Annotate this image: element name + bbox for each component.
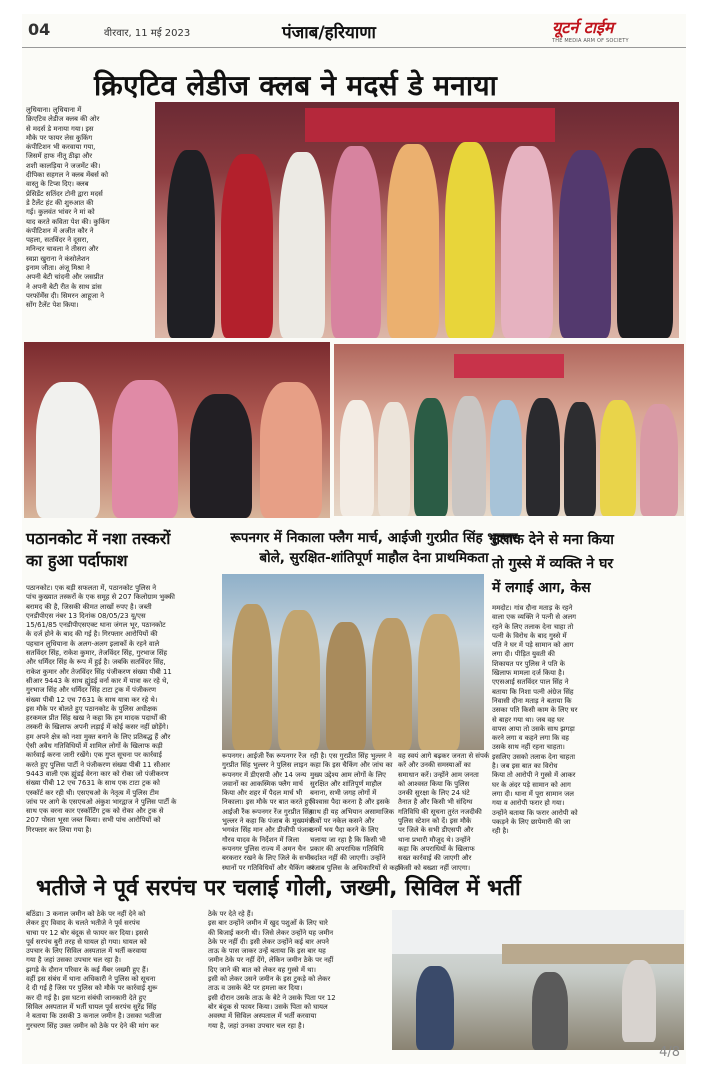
body-line: घर के अंदर पड़े सामान को आग — [492, 780, 571, 789]
body-line: इसी को लेकर उसने जमीन के इस टुकड़े को लेकर — [208, 975, 331, 984]
body-line: कर दी गई है। इस घटना संबंधी जानकारी देते हुए — [26, 993, 147, 1002]
body-line: रही है। — [492, 827, 509, 836]
body-line: 15/61/85 एनडीपीएसएक्ट थाना जंगल भूर, पठानकोट — [26, 621, 166, 630]
body-line: बोर बंदूक से फायर किया। उसके पिता को घायल — [208, 1002, 328, 1011]
body-line: सोंग टैलेंट पेश किया। — [26, 301, 79, 310]
body-line: लेकर हुए विवाद के चलते भतीजे ने पूर्व सरपंच — [26, 919, 140, 928]
body-line: इसलिए उसको तलाक देना चाहता — [492, 752, 576, 761]
story1-headline: क्रिएटिव लेडीज क्लब ने मदर्स डे मनाया — [94, 69, 498, 102]
body-line: इनाम जीता। अंजू मिश्रा ने — [26, 264, 90, 273]
body-line: कंपीटिशन में अजीत कौर ने — [26, 226, 94, 235]
body-line: गतिविधि की सूचना तुरंत नजदीकी — [398, 807, 482, 816]
issue-date: वीरवार, 11 मई 2023 — [104, 28, 191, 39]
story4-headline-line2: तो गुस्से में व्यक्ति ने घर — [492, 556, 614, 572]
body-line: कंपीटिशन भी करवाया गया, — [26, 143, 96, 152]
body-line: अवस्था में सिविल अस्पताल में भर्ती करवाया — [208, 1012, 317, 1021]
story4-headline-line1: तलाक देने से मना किया — [492, 532, 614, 548]
body-line: करें और उनकी समस्याओं का — [398, 761, 471, 770]
story4-headline-line3: में लगाई आग, केस — [492, 580, 591, 596]
body-line: साथ ही यह अभियान असामाजिक — [310, 807, 395, 816]
body-line: कार्रवाई करना जारी रखेंगे। एक गुप्त सूचना पर कार्रवाई — [26, 751, 162, 760]
body-line: हरकमल प्रीत सिंह खख ने कहा कि हम मादक पदार्थों की — [26, 714, 167, 723]
story3-headline — [224, 528, 524, 568]
body-line: बरामद की है, जिसकी कीमत लाखों रुपए है। जब्ती — [26, 602, 152, 611]
body-line: क्रिएटिव लेडीज क्लब की ओर — [26, 115, 100, 124]
body-line: रूपनगर पुलिस राज्य में अमन चैन — [222, 844, 306, 853]
body-line: गया है जहां उसका उपचार चल रहा है। — [26, 956, 121, 965]
body-line: चलाया जा रहा है कि किसी भी — [310, 835, 386, 844]
body-line: बठिंडा। 3 कनाल जमीन को ठेके पर नहीं देने को — [26, 910, 146, 918]
body-line: जमीन ठेके पर नहीं देंगे, लेकिन जमीन ठेके पर नहीं — [208, 956, 334, 965]
body-line: खिलाफ मामला दर्ज किया है। — [492, 669, 565, 678]
brand-logo-text: यूटर्न टाईम — [552, 18, 614, 37]
body-line: सुरक्षित और शांतिपूर्ण माहौल — [310, 779, 382, 788]
brand-tagline: THE MEDIA ARM OF SOCIETY — [552, 38, 629, 44]
body-line: याद करते कविता पेश की। कुकिंग — [26, 217, 110, 226]
body-line: पर जिले के सभी डीएसपी और — [398, 826, 474, 835]
body-line: पत्नी के विरोध के बाद गुस्से में — [492, 631, 567, 640]
body-line: और धर्मिंदर सिंह के रूप में हुई है। जबकि सतविंदर सिंह, — [26, 658, 166, 667]
body-line: ताऊ व उसके बेटे पर हमला कर दिया। — [208, 984, 303, 993]
body-line: गुरप्रीत सिंह भुल्लर ने पुलिस लाइन — [222, 761, 308, 770]
body-line: अपनी बेटी चांदनी और जसप्रीत — [26, 273, 104, 282]
body-line: उन्होंने बताया कि फरार आरोपी को — [492, 808, 578, 817]
story1-body — [26, 106, 152, 336]
body-line: डे टैलेंट हंट की शुरुआत की — [26, 198, 94, 207]
body-line: संख्या पीबी 12 एच 7631 के साथ एक टाटा ट्रक को — [26, 779, 160, 788]
body-line: मनिन्दर चावला ने तीसरा और — [26, 245, 99, 254]
brand-logo — [552, 16, 680, 44]
body-line: परफॉर्मेंस दी। सिमरन आहूजा ने — [26, 291, 105, 300]
body-line: रूपनगर में डीएसपी और 14 जन्य — [222, 770, 307, 779]
body-line: चाचा पर 12 बोर बंदूक से फायर कर दिया। इससे — [26, 928, 149, 937]
body-line: पहचान लुधियाना के अलग-अलग इलाकों के रहने वाले — [26, 639, 160, 648]
body-line: पति ने घर में पड़े सामान को आग — [492, 641, 574, 650]
story2-headline-line2: का हुआ पर्दाफाश — [26, 551, 128, 570]
body-line: प्रेसिडेंट सतिंदर टोनी द्वारा मदर्स — [26, 189, 103, 198]
body-line: जवानों का आकस्मिक फ्लैग मार्च — [222, 779, 303, 788]
body-line: किया और शहर में पैदल मार्च भी — [222, 789, 303, 798]
story1-photo-group — [155, 102, 679, 338]
body-line: लगा दी। थाना में पूरा सामान जल — [492, 789, 574, 798]
story2-body — [26, 584, 220, 854]
story2-headline — [26, 528, 226, 572]
body-line: पांच कुख्यात तस्करों के एक समूह से 207 किलोग्राम भुक्की — [26, 593, 175, 602]
body-line: रही है। एस गुरप्रीत सिंह भुल्लर ने — [310, 752, 392, 760]
body-line: है। जब इस बात का विरोध — [492, 762, 558, 771]
body-line: गुरचरण सिंह उक्त जमीन को ठेके पर देने की मांग कर — [26, 1021, 159, 1030]
story3-headline-line2: बोले, सुरक्षित-शांतिपूर्ण माहौल देना प्राथमिकता — [259, 550, 489, 566]
story5-body-col1 — [26, 910, 206, 1050]
body-line: रूपनगर। आईजी रैंक रूपनगर रेंज — [222, 752, 307, 760]
body-line: वहीं इस संबंध में थाना अधिकारी ने पुलिस को सूचना — [26, 975, 156, 984]
body-line: पकड़ने के लिए छापेमारी की जा — [492, 817, 571, 826]
body-line: किसी को बख्शा नहीं जाएगा। — [398, 863, 471, 872]
body-line: एस्कॉर्ट कर रही थी। एसएचओ के नेतृत्व में पुलिस टीम — [26, 788, 159, 797]
body-line: इसी दौरान उसके ताऊ के बेटे ने उसके पिता पर 12 — [208, 993, 336, 1002]
story5-headline: भतीजे ने पूर्व सरपंच पर चलाई गोली, जख्मी, सिविल में भर्ती — [36, 876, 521, 901]
body-line: लुधियाना। लुधियाना में — [26, 106, 82, 114]
body-line: सख्त कार्रवाई की जाएगी और — [398, 854, 472, 863]
body-line: सिविल अस्पताल में भर्ती घायल पूर्व सरपंच सुरेंद्र सिंह — [26, 1002, 157, 1011]
body-line: ठेके पर नहीं दी। इसी लेकर उन्होंने कई बार अपने — [208, 937, 329, 946]
body-line: से बाहर गया था। जब वह घर — [492, 715, 564, 724]
story3-body-col3 — [398, 752, 490, 872]
body-line: कहा कि इस चैकिंग और जांच का — [310, 761, 393, 770]
body-line: साथ एक वरना कार एस्कॉर्टिंग ट्रक को रोका और ट्रक से — [26, 807, 164, 816]
page-count-badge: 4/8 — [659, 1045, 680, 1060]
body-line: कहा कि अपराधियों के खिलाफ — [398, 844, 475, 853]
body-line: पूर्व सरपंच बुरी तरह से घायल हो गया। घायल को — [26, 937, 147, 946]
body-line: थाना प्रभारी मौजूद थे। उन्होंने — [398, 835, 471, 844]
body-line: 207 पोस्ता भूसा जब्त किया। सभी पांच आरोपियों को — [26, 816, 161, 825]
body-line: हम अपने क्षेत्र को नशा मुक्त बनाने के लिए प्रतिबद्ध हैं और — [26, 732, 171, 741]
body-line: पुलिस स्टेशन को दें। इस मौके — [398, 817, 472, 826]
body-line: शिकायत पर पुलिस ने पति के — [492, 659, 565, 668]
body-line: गौरव यादव के निर्देशन में जिला — [222, 835, 300, 844]
body-line: गिरफ्तार कर लिया गया है। — [26, 825, 92, 834]
body-line: 9443 वाली एक ह्युंडई वेरना कार को रोका जो पंजीकरण — [26, 769, 169, 778]
body-line: प्रकार की अपराधिक गतिविधि — [310, 844, 384, 853]
body-line: सीआर 9443 के साथ ह्युंडई वर्ना कार में यात्रा कर रहे थे, — [26, 676, 169, 685]
body-line: दे दी गई है जिस पर पुलिस को मौके पर कार्रवाई शुरू — [26, 984, 158, 993]
body-line: लगा दी। पीड़ित युवती की — [492, 650, 555, 659]
body-line: भुल्लर ने कहा कि पंजाब के मुख्यमंत्री — [222, 817, 315, 826]
story5-body-col2 — [208, 910, 388, 1050]
body-line: करने लगा व कहने लगा कि वह — [492, 734, 569, 743]
story3-body-col2 — [310, 752, 401, 872]
body-line: शशी कालड़िया ने जजमेंट की। — [26, 161, 101, 170]
body-line: निकाला। इस मौके पर बात करते हुए — [222, 798, 313, 807]
body-line: उनमें भय पैदा करने के लिए — [310, 826, 379, 835]
body-line: ने बताया कि उसकी 3 कनाल जमीन है। उसका भतीजा — [26, 1012, 162, 1021]
body-line: ताऊ के पास जाकर उन्हें बताया कि इस बार यह — [208, 947, 326, 956]
body-line: विश्वास पैदा करना है और इसके — [310, 798, 390, 807]
section-title: पंजाब/हरियाणा — [282, 23, 376, 43]
body-line: ममदोट। गांव दौना मताड़ के रहने — [492, 604, 573, 612]
body-line: वापस आया तो उसके साथ झगड़ा — [492, 724, 575, 733]
body-line: वाला एक व्यक्ति ने पत्नी से अलग — [492, 613, 577, 622]
body-line: एएसआई सतविंदर पाल सिंह ने — [492, 678, 569, 687]
body-line: निवासी दौना मताड़ ने बताया कि — [492, 696, 572, 705]
body-line: बरकरार रखने के लिए जिले के सभी — [222, 854, 311, 863]
body-line: जांच पर आगे के एसएचओ अंकुश भारद्वाज ने पुलिस पार्टी के — [26, 797, 177, 806]
body-line: स्वप्ना खुराना ने कंसोलेशन — [26, 254, 90, 263]
story4-body — [492, 604, 682, 854]
body-line: गुरभाज सिंह और धर्मिंदर सिंह टाटा ट्रक में पंजीकरण — [26, 686, 156, 695]
body-line: इस मौके पर बोलते हुए पठानकोट के पुलिस अधीक्षक — [26, 704, 158, 713]
body-line: उपचार के लिए सिविल अस्पताल में भर्ती करवाया — [26, 947, 147, 956]
body-line: जिसमें हाफ नीतू ठीढ़ा और — [26, 152, 93, 161]
body-line: करते हुए पुलिस पार्टी ने पंजीकरण संख्या पीबी 11 सीआर — [26, 760, 170, 769]
body-line: स्थानों पर गतिविधियों और चैकिंग कर — [222, 863, 315, 872]
body-line: समाधान करें। उन्होंने आम जनता — [398, 770, 479, 779]
body-line: इस बार उन्होंने जमीन में खुद पशुओं के लिए चारे — [208, 919, 328, 928]
page-header — [22, 14, 686, 48]
body-line: बताया कि निशा पत्नी अंग्रेज सिंह — [492, 687, 574, 696]
body-line: ने अपनी बेटी रीत के साथ डांस — [26, 282, 102, 291]
story3-photo-flag-march — [222, 574, 484, 750]
body-line: गई। कुलवंत भांवर ने मां को — [26, 208, 95, 217]
body-line: ऐसी अवैध गतिविधियों में शामिल लोगों के खिलाफ कड़ी — [26, 742, 163, 751]
story4-headline — [492, 528, 684, 600]
body-line: झगड़े के दौरान परिवार के कई मैंबर जख्मी हुए हैं। — [26, 965, 149, 974]
story1-photo-members — [334, 344, 684, 516]
body-line: से मदर्स डे मनाया गया। इस — [26, 124, 94, 133]
newspaper-page — [22, 14, 686, 1064]
body-line: तैनात है और किसी भी संदिग्ध — [398, 798, 473, 807]
body-line: सतविंदर सिंह, राकेश कुमार, तेजविंदर सिंह, गुरभाज सिंह — [26, 649, 168, 658]
body-line: राकेश कुमार और तेजविंदर सिंह पंजीकरण संख्या पीबी 11 — [26, 667, 172, 676]
body-line: मौके पर फायर लेस कुकिंग — [26, 133, 93, 142]
body-line: तत्वों पर नकेल कसने और — [310, 817, 375, 826]
body-line: को आश्वस्त किया कि पुलिस — [398, 779, 470, 788]
body-line: दीपिका सहगल ने क्लब मेंबर्स को — [26, 171, 109, 180]
body-line: रहने के लिए तलाक देना चाहा तो — [492, 622, 574, 631]
page-number: 04 — [28, 20, 51, 39]
body-line: संख्या पीबी 12 एच 7631 के साथ यात्रा कर रहे थे। — [26, 695, 158, 704]
body-line: बर्दाश्त नहीं की जाएगी। उन्होंने — [310, 854, 386, 863]
body-line: गया है, जहां उनका उपचार चल रहा है। — [208, 1021, 305, 1030]
body-line: पहला, सतविंदर ने दूसरा, — [26, 236, 89, 245]
body-line: पंजाब पुलिस के अधिकारियों से कहा — [310, 863, 401, 872]
body-line: वह स्वयं आगे बढ़कर जनता से संपर्क — [398, 752, 490, 760]
body-line: मुख्य उद्देश्य आम लोगों के लिए — [310, 770, 386, 779]
body-line: उसका पति किसी काम के लिए घर — [492, 706, 578, 715]
body-line: तस्करी के खिलाफ अपनी लड़ाई में कोई कसर नहीं छोड़ेंगे। — [26, 723, 169, 732]
body-line: दिए जाने की बात को लेकर वह गुस्से में था। — [208, 965, 316, 974]
body-line: आईजी रैंक रूपनगर रेंज गुरप्रीत सिंह — [222, 807, 313, 816]
body-line: उसके साथ नहीं रहना चाहता। — [492, 743, 565, 752]
body-line: बनाना, सभी जगह लोगों में — [310, 789, 377, 798]
body-line: गया व आरोपी फरार हो गया। — [492, 799, 565, 808]
body-line: के दर्ज होने के बाद की गई है। गिरफ्तार आरोपियों की — [26, 630, 158, 639]
story5-photo — [392, 910, 684, 1050]
story3-headline-line1: रूपनगर में निकाला फ्लैग मार्च, आईजी गुरप्रीत सिंह भुल्लर — [230, 530, 518, 546]
body-line: पठानकोट। एक बड़ी सफलता में, पठानकोट पुलिस ने — [26, 584, 157, 592]
story1-photo-award — [24, 342, 330, 518]
body-line: भगवंत सिंह मान और डीजीपी पंजाब — [222, 826, 312, 835]
body-line: एनडीपीएस नंबर 13 दिनांक 08/05/23 यू/एस — [26, 611, 146, 620]
story2-headline-line1: पठानकोट में नशा तस्करों — [26, 529, 171, 548]
body-line: उनकी सुरक्षा के लिए 24 घंटे — [398, 789, 470, 798]
body-line: ठेके पर देते रहे हैं। — [208, 910, 254, 918]
body-line: वास्तु के टिप्स दिए। क्लब — [26, 180, 89, 189]
body-line: किया तो आरोपी ने गुस्से में आकर — [492, 771, 576, 780]
body-line: की बिजाई करनी थी। जिसे लेकर उन्होंने यह जमीन — [208, 928, 334, 937]
story3-body-col1 — [222, 752, 315, 872]
